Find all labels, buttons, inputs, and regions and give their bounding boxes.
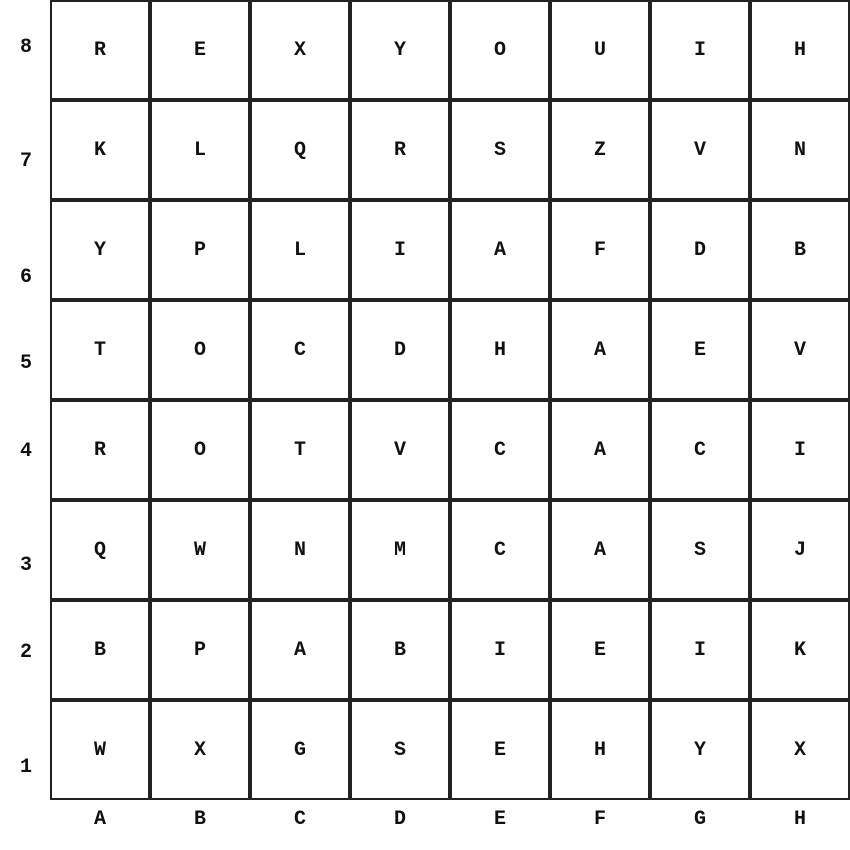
rank-label: 5 [19,352,32,375]
file-label: H [793,808,806,831]
grid-cell-b3[interactable]: W [150,500,250,600]
grid-cell-h3[interactable]: J [750,500,850,600]
grid-cell-e5[interactable]: H [450,300,550,400]
grid-cell-g2[interactable]: I [650,600,750,700]
rank-label: 2 [19,641,32,664]
grid-cell-h6[interactable]: B [750,200,850,300]
rank-label: 8 [19,36,32,59]
grid-cell-a6[interactable]: Y [50,200,150,300]
grid-cell-d7[interactable]: R [350,100,450,200]
grid-cell-f8[interactable]: U [550,0,650,100]
file-label: F [593,808,606,831]
grid-cell-b7[interactable]: L [150,100,250,200]
file-label: B [193,808,206,831]
grid-cell-b2[interactable]: P [150,600,250,700]
grid-cell-g6[interactable]: D [650,200,750,300]
file-label: G [693,808,706,831]
grid-cell-b1[interactable]: X [150,700,250,800]
grid-cell-d2[interactable]: B [350,600,450,700]
grid-cell-f5[interactable]: A [550,300,650,400]
grid-cell-c4[interactable]: T [250,400,350,500]
rank-label: 3 [19,554,32,577]
grid-cell-e1[interactable]: E [450,700,550,800]
grid-cell-e7[interactable]: S [450,100,550,200]
grid-cell-h4[interactable]: I [750,400,850,500]
rank-label: 7 [19,150,32,173]
grid-cell-a3[interactable]: Q [50,500,150,600]
grid-cell-c1[interactable]: G [250,700,350,800]
grid-cell-f4[interactable]: A [550,400,650,500]
grid-cell-f3[interactable]: A [550,500,650,600]
grid-cell-g7[interactable]: V [650,100,750,200]
grid-cell-a2[interactable]: B [50,600,150,700]
grid-cell-e4[interactable]: C [450,400,550,500]
grid-cell-b8[interactable]: E [150,0,250,100]
grid-cell-e8[interactable]: O [450,0,550,100]
grid-cell-h1[interactable]: X [750,700,850,800]
grid-cell-f6[interactable]: F [550,200,650,300]
file-label: D [393,808,406,831]
grid-cell-b6[interactable]: P [150,200,250,300]
grid-cell-a8[interactable]: R [50,0,150,100]
grid-cell-h8[interactable]: H [750,0,850,100]
letter-grid-board [50,0,850,800]
grid-cell-c6[interactable]: L [250,200,350,300]
grid-cell-c7[interactable]: Q [250,100,350,200]
grid-cell-c8[interactable]: X [250,0,350,100]
grid-cell-f7[interactable]: Z [550,100,650,200]
grid-cell-d4[interactable]: V [350,400,450,500]
grid-cell-b5[interactable]: O [150,300,250,400]
grid-cell-a7[interactable]: K [50,100,150,200]
rank-label: 1 [19,756,32,779]
grid-cell-d6[interactable]: I [350,200,450,300]
grid-cell-c2[interactable]: A [250,600,350,700]
rank-label: 6 [19,266,32,289]
rank-label: 4 [19,440,32,463]
file-label: E [493,808,506,831]
grid-cell-c5[interactable]: C [250,300,350,400]
grid-cell-g4[interactable]: C [650,400,750,500]
grid-cell-d3[interactable]: M [350,500,450,600]
grid-cell-d1[interactable]: S [350,700,450,800]
grid-cell-e2[interactable]: I [450,600,550,700]
file-label: C [293,808,306,831]
grid-cell-g5[interactable]: E [650,300,750,400]
grid-cell-g8[interactable]: I [650,0,750,100]
grid-cell-b4[interactable]: O [150,400,250,500]
grid-cell-a4[interactable]: R [50,400,150,500]
grid-cell-e6[interactable]: A [450,200,550,300]
grid-cell-g1[interactable]: Y [650,700,750,800]
grid-cell-a5[interactable]: T [50,300,150,400]
grid-cell-f2[interactable]: E [550,600,650,700]
grid-cell-d5[interactable]: D [350,300,450,400]
grid-cell-h2[interactable]: K [750,600,850,700]
grid-cell-e3[interactable]: C [450,500,550,600]
grid-cell-f1[interactable]: H [550,700,650,800]
grid-cell-d8[interactable]: Y [350,0,450,100]
grid-cell-h7[interactable]: N [750,100,850,200]
grid-cell-g3[interactable]: S [650,500,750,600]
grid-cell-a1[interactable]: W [50,700,150,800]
grid-cell-c3[interactable]: N [250,500,350,600]
file-label: A [93,808,106,831]
grid-cell-h5[interactable]: V [750,300,850,400]
